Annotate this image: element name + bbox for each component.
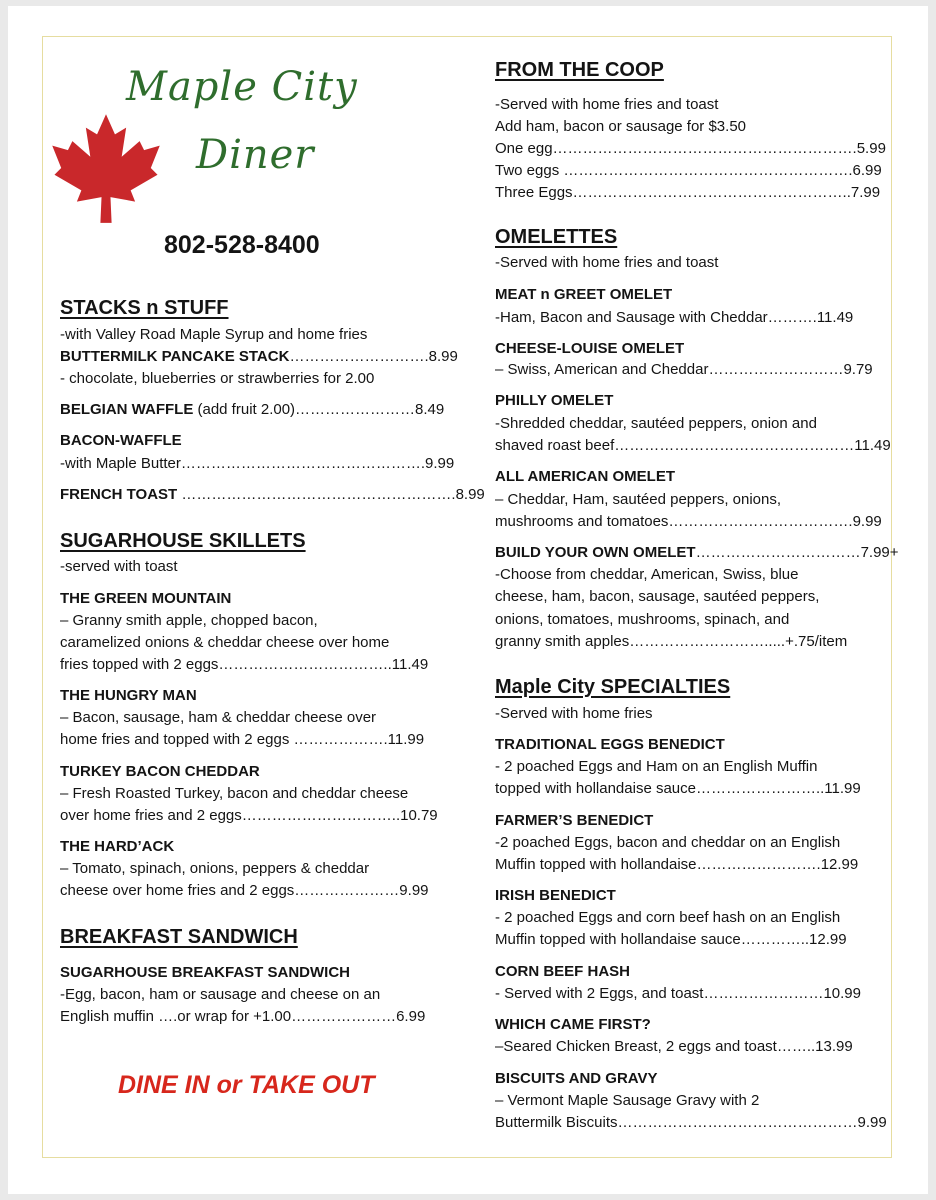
diner-title-line1: Maple City xyxy=(126,64,358,110)
menu-item-corn-beef-hash: CORN BEEF HASH xyxy=(495,963,631,980)
menu-item-hungry-man: THE HUNGRY MAN xyxy=(60,687,197,704)
item-desc: – Bacon, sausage, ham & cheddar cheese over xyxy=(60,709,377,726)
item-desc: - 2 poached Eggs and corn beef hash on an English xyxy=(495,909,841,926)
item-price-line: -Ham, Bacon and Sausage with Cheddar……….11.49 xyxy=(495,309,854,326)
maple-leaf-icon xyxy=(50,112,162,224)
item-desc: – Cheddar, Ham, sautéed peppers, onions, xyxy=(495,491,782,508)
stacks-note: -with Valley Road Maple Syrup and home fries xyxy=(60,326,368,343)
section-heading-sandwich: BREAKFAST SANDWICH xyxy=(60,926,298,948)
item-price-line: ……………………………………………….8.99 xyxy=(177,486,485,503)
item-price-line: mushrooms and tomatoes……………………………….9.99 xyxy=(495,513,882,530)
item-desc: - 2 poached Eggs and Ham on an English Muffin xyxy=(495,758,818,775)
item-desc: – Granny smith apple, chopped bacon, xyxy=(60,612,318,629)
menu-item-traditional-benedict: TRADITIONAL EGGS BENEDICT xyxy=(495,736,725,753)
item-price-line: granny smith apples……………………….....+.75/item xyxy=(495,633,848,650)
item-desc: -Shredded cheddar, sautéed peppers, onion and xyxy=(495,415,817,432)
menu-item-which-came-first: WHICH CAME FIRST? xyxy=(495,1016,651,1033)
item-price-line: Muffin topped with hollandaise…………………….12.99 xyxy=(495,856,859,873)
item-name: BUTTERMILK PANCAKE STACK xyxy=(60,348,290,365)
skillets-note: -served with toast xyxy=(60,558,178,575)
omelettes-note: -Served with home fries and toast xyxy=(495,254,719,271)
item-price-line: - Served with 2 Eggs, and toast……………………10.99 xyxy=(495,985,861,1002)
coop-note: -Served with home fries and toast xyxy=(495,96,719,113)
coop-note-addon: Add ham, bacon or sausage for $3.50 xyxy=(495,118,747,135)
item-desc: -Egg, bacon, ham or sausage and cheese on an xyxy=(60,986,381,1003)
item-price-line: (add fruit 2.00)……………………8.49 xyxy=(193,401,445,418)
section-heading-coop: FROM THE COOP xyxy=(495,59,664,81)
menu-item-sugarhouse-sandwich: SUGARHOUSE BREAKFAST SANDWICH xyxy=(60,964,351,981)
menu-item-philly: PHILLY OMELET xyxy=(495,392,614,409)
item-desc: -Choose from cheddar, American, Swiss, blue xyxy=(495,566,799,583)
section-heading-stacks: STACKS n STUFF xyxy=(60,297,229,319)
item-price-line: shaved roast beef…………………………………………11.49 xyxy=(495,437,891,454)
section-heading-specialties: Maple City SPECIALTIES xyxy=(495,676,731,698)
menu-item-pancake-stack xyxy=(60,346,458,368)
menu-item-all-american: ALL AMERICAN OMELET xyxy=(495,468,675,485)
section-heading-skillets: SUGARHOUSE SKILLETS xyxy=(60,530,306,552)
item-name: BELGIAN WAFFLE xyxy=(60,401,194,418)
diner-title-line2: Diner xyxy=(196,132,315,178)
menu-item-turkey-bacon-cheddar: TURKEY BACON CHEDDAR xyxy=(60,763,260,780)
menu-item-farmers-benedict: FARMER’S BENEDICT xyxy=(495,812,654,829)
item-desc: onions, tomatoes, mushrooms, spinach, and xyxy=(495,611,790,628)
item-name: BUILD YOUR OWN OMELET xyxy=(495,544,696,561)
menu-item-one-egg: One egg…………………………………………………….5.99 xyxy=(495,140,886,157)
pancake-note: - chocolate, blueberries or strawberries for 2.00 xyxy=(60,370,375,387)
menu-item-irish-benedict: IRISH BENEDICT xyxy=(495,887,616,904)
menu-item-green-mountain: THE GREEN MOUNTAIN xyxy=(60,590,232,607)
menu-item-bacon-waffle: BACON-WAFFLE xyxy=(60,432,182,449)
item-price-line: –Seared Chicken Breast, 2 eggs and toast……..13.99 xyxy=(495,1038,853,1055)
item-price-line: English muffin ….or wrap for +1.00…………………6.99 xyxy=(60,1008,426,1025)
item-price-line: ……………………………7.99+ xyxy=(695,544,899,561)
item-desc: – Tomato, spinach, onions, peppers & cheddar xyxy=(60,860,370,877)
menu-item-meat-n-greet: MEAT n GREET OMELET xyxy=(495,286,673,303)
item-price-line: Muffin topped with hollandaise sauce…………..12.99 xyxy=(495,931,847,948)
dine-in-take-out: DINE IN or TAKE OUT xyxy=(118,1071,375,1099)
item-price-line: ……………………….8.99 xyxy=(289,348,458,365)
menu-item-french-toast xyxy=(60,484,485,506)
item-price-line: fries topped with 2 eggs……………………………..11.49 xyxy=(60,656,429,673)
specialties-note: -Served with home fries xyxy=(495,705,653,722)
item-price-line: Buttermilk Biscuits…………………………………………9.99 xyxy=(495,1114,887,1131)
bacon-waffle-desc: -with Maple Butter………………………………………….9.99 xyxy=(60,455,455,472)
menu-item-belgian-waffle xyxy=(60,399,444,421)
phone-number: 802-528-8400 xyxy=(164,231,320,259)
item-desc: cheese, ham, bacon, sausage, sautéed peppers, xyxy=(495,588,820,605)
section-heading-omelettes: OMELETTES xyxy=(495,226,618,248)
item-price-line: – Swiss, American and Cheddar………………………9.79 xyxy=(495,361,873,378)
item-desc: -2 poached Eggs, bacon and cheddar on an English xyxy=(495,834,841,851)
item-price-line: home fries and topped with 2 eggs ……………….11.99 xyxy=(60,731,425,748)
menu-item-cheese-louise: CHEESE-LOUISE OMELET xyxy=(495,340,685,357)
menu-item-biscuits-gravy: BISCUITS AND GRAVY xyxy=(495,1070,658,1087)
menu-item-hardack: THE HARD’ACK xyxy=(60,838,175,855)
item-name: FRENCH TOAST xyxy=(60,486,178,503)
item-desc: – Fresh Roasted Turkey, bacon and cheddar cheese xyxy=(60,785,409,802)
item-price-line: cheese over home fries and 2 eggs…………………9.99 xyxy=(60,882,429,899)
menu-item-build-your-own xyxy=(495,542,899,564)
menu-item-three-eggs: Three Eggs………………………………………………..7.99 xyxy=(495,184,881,201)
item-price-line: over home fries and 2 eggs…………………………..10.79 xyxy=(60,807,438,824)
item-desc: caramelized onions & cheddar cheese over home xyxy=(60,634,390,651)
item-desc: – Vermont Maple Sausage Gravy with 2 xyxy=(495,1092,760,1109)
item-price-line: topped with hollandaise sauce……………………..11.99 xyxy=(495,780,861,797)
menu-item-two-eggs: Two eggs ………………………………………………….6.99 xyxy=(495,162,882,179)
